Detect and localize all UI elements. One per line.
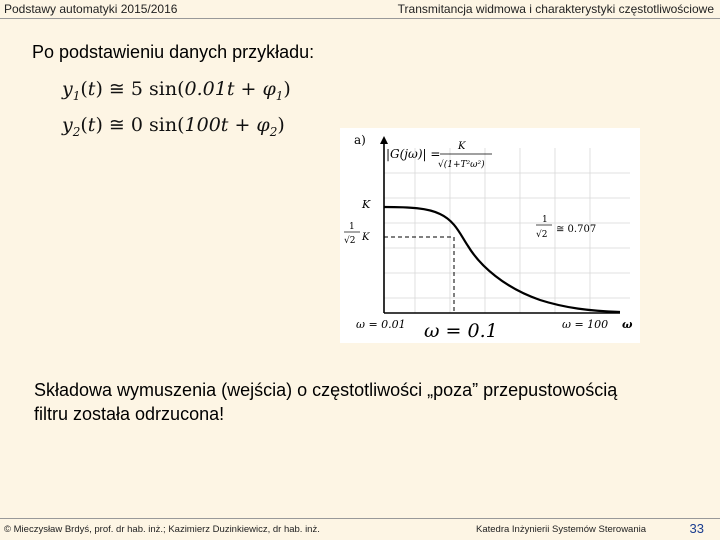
equation-y1: $y_1(t)$ ≅ 5 $\sin(0.01t + \varphi_1)$ — [62, 78, 291, 103]
eq2-arg: 100t + φ — [184, 114, 270, 136]
eq2-lhs-sub: 2 — [72, 124, 81, 139]
note-value: ≅ 0.707 — [556, 224, 597, 235]
eq2-lhs: y — [62, 114, 73, 136]
conclusion-text: Składowa wymuszenia (wejścia) o częstotliwości „poza” przepustowością filtru została odrzucona! — [34, 380, 618, 424]
page-number: 33 — [689, 521, 704, 536]
y-tick-half-k: K — [362, 232, 370, 243]
magnitude-plot — [340, 128, 640, 343]
eq1-lhs: y — [62, 78, 73, 100]
y-tick-half-num: 1 — [349, 222, 355, 232]
eq1-arg-sub: 1 — [275, 88, 284, 103]
footer-authors: © Mieczysław Brdyś, prof. dr hab. inż.; Kazimierz Duzinkiewicz, dr hab. inż. — [4, 524, 320, 535]
x-label-left: ω = 0.01 — [356, 318, 406, 331]
eq2-fn: sin — [149, 114, 178, 136]
x-axis-symbol: ω — [622, 318, 633, 331]
eq1-coef: 5 — [130, 78, 143, 100]
x-label-right: ω = 100 — [562, 318, 609, 331]
y-tick-k: K — [362, 198, 371, 211]
eq1-arg: 0.01t + φ — [184, 78, 276, 100]
y-axis-arrow — [380, 136, 388, 144]
header-course-title: Podstawy automatyki 2015/2016 — [4, 2, 178, 16]
intro-text: Po podstawieniu danych przykładu: — [32, 42, 315, 62]
func-numer: K — [458, 141, 466, 152]
func-denom: √(1+T²ω²) — [438, 160, 485, 170]
footer-department: Katedra Inżynierii Systemów Sterowania — [476, 524, 647, 535]
eq1-fn: sin — [149, 78, 178, 100]
header-divider — [0, 18, 720, 19]
x-label-mid: ω = 0.1 — [424, 320, 498, 342]
header-topic-title: Transmitancja widmowa i charakterystyki częstotliwościowe — [397, 2, 714, 16]
eq2-arg-sub: 2 — [269, 124, 278, 139]
note-num: 1 — [542, 215, 548, 225]
note-den: √2 — [536, 230, 548, 240]
footer-divider — [0, 518, 720, 519]
y-tick-half-den: √2 — [344, 236, 356, 246]
panel-label: a) — [354, 133, 366, 147]
eq2-coef: 0 — [130, 114, 143, 136]
eq1-lhs-sub: 1 — [72, 88, 81, 103]
equation-y2: $y_2(t)$ ≅ 0 $\sin(100t + \varphi_2)$ — [62, 114, 285, 139]
magnitude-plot-svg — [340, 128, 640, 343]
func-label: |G(jω)| = — [386, 147, 441, 161]
